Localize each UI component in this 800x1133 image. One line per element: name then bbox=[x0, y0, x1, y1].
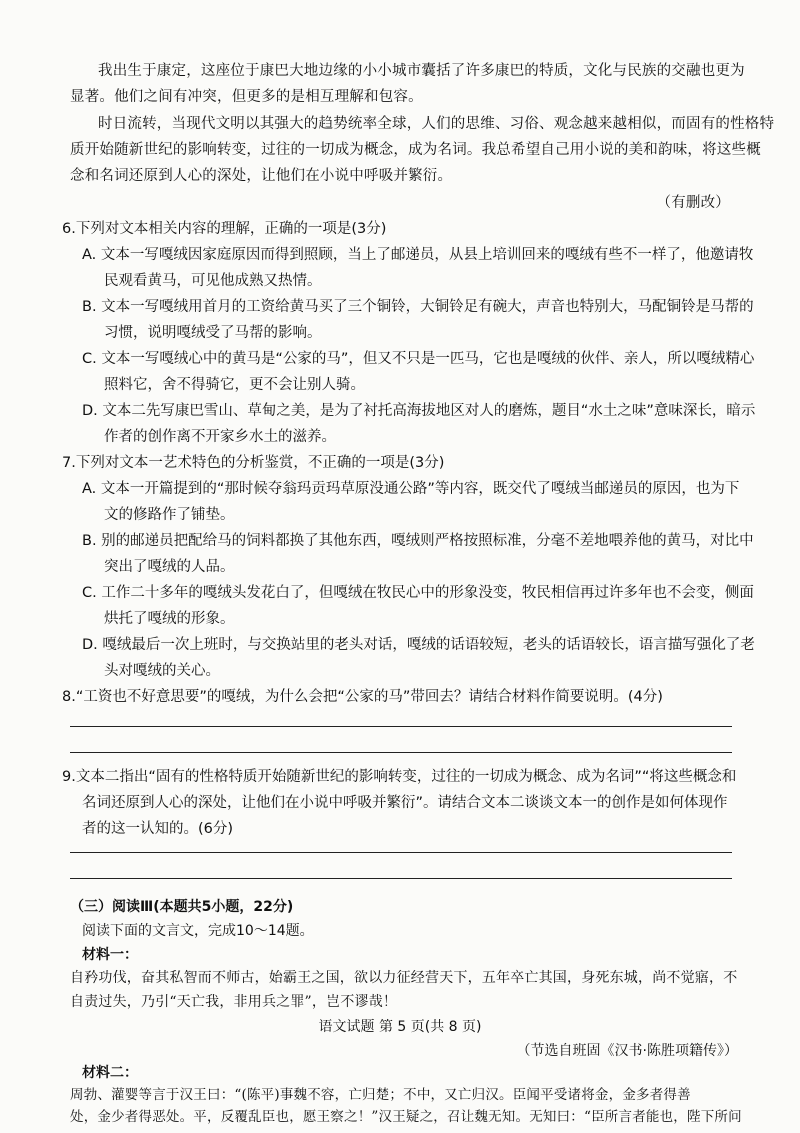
answer-line-q8-2[interactable] bbox=[70, 752, 732, 753]
answer-line-q8-1[interactable] bbox=[70, 726, 732, 727]
material-1-label: 材料一： bbox=[82, 947, 138, 963]
question-6-option-d-cont: 作者的创作离不开家乡水土的滋养。 bbox=[104, 429, 336, 445]
question-6-option-a-cont: 民观看黄马，可见他成熟又热情。 bbox=[104, 273, 322, 289]
question-7-option-b: B. 别的邮递员把配给马的饲料都换了其他东西，嘎绒则严格按照标准，分毫不差地喂养他的黄马，对比中 bbox=[82, 533, 754, 549]
question-6-stem: 6.下列对文本相关内容的理解，正确的一项是(3分) bbox=[62, 221, 387, 237]
section-3-instructions: 阅读下面的文言文，完成10～14题。 bbox=[82, 923, 314, 939]
paragraph-2-line-2: 质开始随新世纪的影响转变，过往的一切成为概念，成为名词。我总希望自己用小说的美和韵味，将这些概 bbox=[70, 142, 761, 158]
question-7-option-b-cont: 突出了嘎绒的人品。 bbox=[104, 559, 235, 575]
answer-line-q9-1[interactable] bbox=[70, 852, 732, 853]
material-1-line-1: 自矜功伐，奋其私智而不师古，始霸王之国，欲以力征经营天下，五年卒亡其国，身死东城，尚不觉寤，不 bbox=[70, 970, 738, 986]
question-6-option-b-cont: 习惯，说明嘎绒受了马帮的影响。 bbox=[104, 325, 322, 341]
question-7-option-d-cont: 头对嘎绒的关心。 bbox=[104, 663, 220, 679]
paragraph-2-line-3: 念和名词还原到人心的深处，让他们在小说中呼吸并繁衍。 bbox=[70, 168, 453, 184]
paragraph-2-line-1: 时日流转，当现代文明以其强大的趋势统率全球，人们的思维、习俗、观念越来越相似，而固有的性格特 bbox=[98, 116, 775, 132]
material-2-label: 材料二： bbox=[82, 1065, 138, 1081]
question-7-option-a-cont: 文的修路作了铺垫。 bbox=[104, 507, 235, 523]
material-1-line-2: 自责过失，乃引“天亡我，非用兵之罪”，岂不谬哉！ bbox=[70, 994, 398, 1010]
abridged-note: （有删改） bbox=[656, 195, 730, 211]
question-7-stem: 7.下列对文本一艺术特色的分析鉴赏，不正确的一项是(3分) bbox=[62, 455, 445, 471]
material-2-line-1: 周勃、灌婴等言于汉王曰：“(陈平)事魏不容，亡归楚；不中，又亡归汉。臣闻平受诸将金，金多者得善 bbox=[70, 1087, 691, 1103]
question-9-line-2: 名词还原到人心的深处，让他们在小说中呼吸并繁衍”。请结合文本二谈谈文本一的创作是如何体现作 bbox=[82, 795, 728, 811]
material-1-source: （节选自班固《汉书·陈胜项籍传》） bbox=[516, 1043, 738, 1059]
question-7-option-a: A. 文本一开篇提到的“那时候夺翁玛贡玛草原没通公路”等内容，既交代了嘎绒当邮递员的原因，也为下 bbox=[82, 481, 740, 497]
question-6-option-d: D. 文本二先写康巴雪山、草甸之美，是为了衬托高海拔地区对人的磨炼，题目“水土之味”意味深长，暗示 bbox=[82, 403, 756, 419]
section-3-title: （三）阅读Ⅲ(本题共5小题，22分) bbox=[70, 899, 294, 915]
question-7-option-d: D. 嘎绒最后一次上班时，与交换站里的老头对话，嘎绒的话语较短，老头的话语较长，语言描写强化了老 bbox=[82, 637, 755, 653]
paragraph-1-line-1: 我出生于康定，这座位于康巴大地边缘的小小城市囊括了许多康巴的特质，文化与民族的交融也更为 bbox=[98, 63, 745, 79]
answer-line-q9-2[interactable] bbox=[70, 878, 732, 879]
question-6-option-a: A. 文本一写嘎绒因家庭原因而得到照顾，当上了邮递员，从县上培训回来的嘎绒有些不一样了，他邀请牧 bbox=[82, 247, 754, 263]
question-8-stem: 8.“工资也不好意思要”的嘎绒，为什么会把“公家的马”带回去？请结合材料作简要说明。(4分) bbox=[62, 689, 663, 705]
question-6-option-c-cont: 照料它，舍不得骑它，更不会让别人骑。 bbox=[104, 377, 365, 393]
question-6-option-c: C. 文本一写嘎绒心中的黄马是“公家的马”，但又不只是一匹马，它也是嘎绒的伙伴、亲人，所以嘎绒精心 bbox=[82, 351, 755, 367]
paragraph-1-line-2: 显著。他们之间有冲突，但更多的是相互理解和包容。 bbox=[70, 89, 423, 105]
question-7-option-c-cont: 烘托了嘎绒的形象。 bbox=[104, 611, 235, 627]
question-9-line-1: 9.文本二指出“固有的性格特质开始随新世纪的影响转变，过往的一切成为概念、成为名词”“将这些概念和 bbox=[62, 769, 737, 785]
question-7-option-c: C. 工作二十多年的嘎绒头发花白了，但嘎绒在牧民心中的形象没变，牧民相信再过许多年也不会变，侧面 bbox=[82, 585, 754, 601]
question-6-option-b: B. 文本一写嘎绒用首月的工资给黄马买了三个铜铃，大铜铃足有碗大，声音也特别大，马配铜铃是马帮的 bbox=[82, 299, 754, 315]
material-2-line-2: 处，金少者得恶处。平，反覆乱臣也，愿王察之！”汉王疑之，召让魏无知。无知曰：“臣所言者能也，陛下所问 bbox=[70, 1109, 742, 1125]
page-footer: 语文试题 第 5 页(共 8 页) bbox=[318, 1019, 482, 1035]
question-9-line-3: 者的这一认知的。(6分) bbox=[82, 821, 234, 837]
